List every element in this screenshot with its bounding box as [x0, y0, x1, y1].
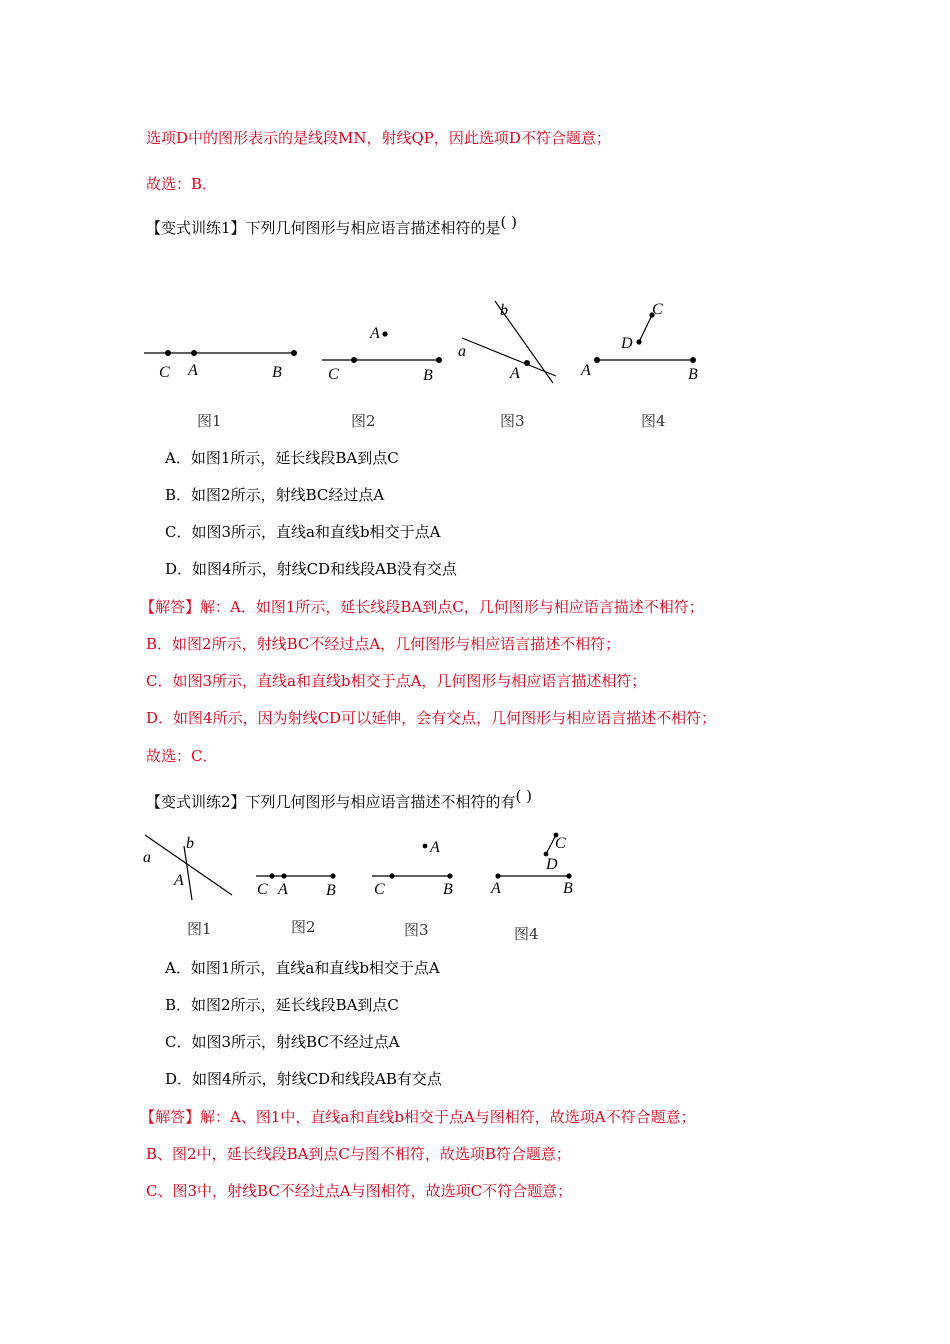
ex2-option-b: B．如图2所示，延长线段BA到点C — [165, 996, 399, 1014]
ex2-f3-point-b — [447, 873, 452, 878]
ex2-f3-label-b: B — [443, 881, 453, 898]
ex2-answer-line-3: C、图3中，射线BC不经过点A与图相符，故选项C不符合题意； — [146, 1182, 573, 1200]
ex1-f4-point-d — [636, 339, 641, 344]
ex1-f2-point-a — [382, 331, 387, 336]
ex2-option-d: D．如图4所示，射线CD和线段AB有交点 — [165, 1070, 442, 1088]
ex1-figure-3 — [452, 295, 562, 387]
ex2-f4-point-b — [566, 873, 571, 878]
ex1-f4-label-d: D — [621, 335, 633, 352]
ex1-f1-label-b: B — [272, 364, 282, 381]
ex2-f3-label-c: C — [374, 881, 385, 898]
ex1-f3-point-a — [524, 360, 530, 366]
ex2-figure-2 — [252, 862, 347, 900]
ex2-f3-point-c — [389, 873, 394, 878]
ex2-f2-label-b: B — [326, 882, 336, 899]
ex1-option-a: A．如图1所示，延长线段BA到点C — [165, 449, 399, 467]
ex1-f3-line-a — [462, 338, 556, 376]
ex2-answer-line-1: 【解答】解：A、图1中，直线a和直线b相交于点A与图相符，故选项A不符合题意； — [140, 1108, 696, 1126]
ex1-f2-caption: 图2 — [351, 412, 376, 430]
exercise2-paren: ( ) — [515, 787, 533, 805]
ex1-f1-label-c: C — [159, 364, 170, 381]
ex1-f4-point-a — [594, 357, 600, 363]
ex2-f2-label-c: C — [257, 881, 268, 898]
ex1-f3-label-a-point: A — [510, 365, 520, 382]
ex1-figure-4 — [575, 295, 710, 387]
ex2-figure-1 — [140, 830, 240, 902]
ex1-f2-label-a: A — [370, 325, 380, 342]
ex1-f3-label-a-line: a — [458, 343, 466, 360]
exercise2-question: 【变式训练2】下列几何图形与相应语言描述不相符的有 — [146, 793, 516, 811]
ex2-f4-label-a: A — [491, 880, 501, 897]
ex1-f3-caption: 图3 — [500, 412, 525, 430]
ex1-f2-point-b — [436, 357, 442, 363]
previous-answer-choice: 故选：B． — [146, 175, 218, 193]
exercise1-paren: ( ) — [500, 213, 518, 231]
ex1-option-c: C．如图3所示，直线a和直线b相交于点A — [165, 523, 441, 541]
ex1-answer-line-4: D．如图4所示，因为射线CD可以延伸，会有交点，几何图形与相应语言描述不相符； — [146, 709, 717, 727]
ex1-option-d: D．如图4所示，射线CD和线段AB没有交点 — [165, 560, 457, 578]
ex2-figure-4 — [488, 828, 583, 898]
ex1-figure-1 — [140, 330, 310, 390]
ex1-f3-label-b: b — [500, 302, 508, 319]
ex1-f4-caption: 图4 — [641, 412, 666, 430]
exercise2-title — [146, 787, 533, 812]
ex1-answer-line-3: C．如图3所示，直线a和直线b相交于点A，几何图形与相应语言描述相符； — [146, 672, 647, 690]
ex1-f2-label-c: C — [328, 366, 339, 383]
ex1-f1-point-c — [165, 350, 171, 356]
ex2-f4-caption: 图4 — [514, 925, 539, 943]
ex2-f2-caption: 图2 — [291, 918, 316, 936]
ex1-f1-point-a — [191, 350, 197, 356]
ex2-f2-label-a: A — [278, 881, 288, 898]
ex1-answer-choice: 故选：C． — [146, 747, 218, 765]
ex2-f4-label-b: B — [563, 880, 573, 897]
exercise1-question: 【变式训练1】下列几何图形与相应语言描述相符的是 — [146, 219, 501, 237]
ex2-f3-caption: 图3 — [404, 921, 429, 939]
ex2-f1-line-b — [184, 846, 192, 900]
ex2-f4-label-d: D — [546, 856, 558, 873]
ex2-f3-point-a — [423, 844, 428, 849]
ex2-f4-point-a — [495, 873, 500, 878]
ex1-f4-label-b: B — [688, 366, 698, 383]
ex2-f4-label-c: C — [555, 835, 566, 852]
ex1-f4-label-c: C — [652, 301, 663, 318]
ex1-option-b: B．如图2所示，射线BC经过点A — [165, 486, 385, 504]
ex2-option-c: C．如图3所示，射线BC不经过点A — [165, 1033, 400, 1051]
ex1-f4-label-a: A — [581, 362, 591, 379]
ex2-f3-label-a: A — [430, 839, 440, 856]
ex2-option-a: A．如图1所示，直线a和直线b相交于点A — [165, 959, 440, 977]
ex1-answer-line-2: B．如图2所示，射线BC不经过点A，几何图形与相应语言描述不相符； — [146, 635, 621, 653]
ex2-f1-label-a-line: a — [143, 849, 151, 866]
ex1-f2-label-b: B — [423, 367, 433, 384]
ex1-figure-2 — [318, 318, 453, 388]
ex1-answer-line-1: 【解答】解：A．如图1所示，延长线段BA到点C，几何图形与相应语言描述不相符； — [140, 598, 704, 616]
ex1-f2-point-c — [351, 357, 357, 363]
ex2-answer-line-2: B、图2中，延长线段BA到点C与图不相符，故选项B符合题意； — [146, 1145, 571, 1163]
ex1-f1-caption: 图1 — [197, 412, 222, 430]
ex2-f1-label-a-point: A — [174, 872, 184, 889]
exercise1-title — [146, 213, 518, 238]
ex2-f1-caption: 图1 — [187, 920, 212, 938]
ex1-f4-point-b — [690, 357, 696, 363]
ex2-f2-point-b — [330, 873, 335, 878]
ex1-f1-point-b — [291, 350, 297, 356]
ex2-f1-label-b: b — [186, 835, 194, 852]
ex2-figure-3 — [368, 832, 463, 898]
ex2-f2-point-c — [269, 873, 274, 878]
ex2-f2-point-a — [281, 873, 286, 878]
previous-answer-line: 选项D中的图形表示的是线段MN，射线QP，因此选项D不符合题意； — [146, 129, 611, 147]
ex1-f1-label-a: A — [188, 362, 198, 379]
ex1-f4-ray-cd — [639, 315, 652, 342]
